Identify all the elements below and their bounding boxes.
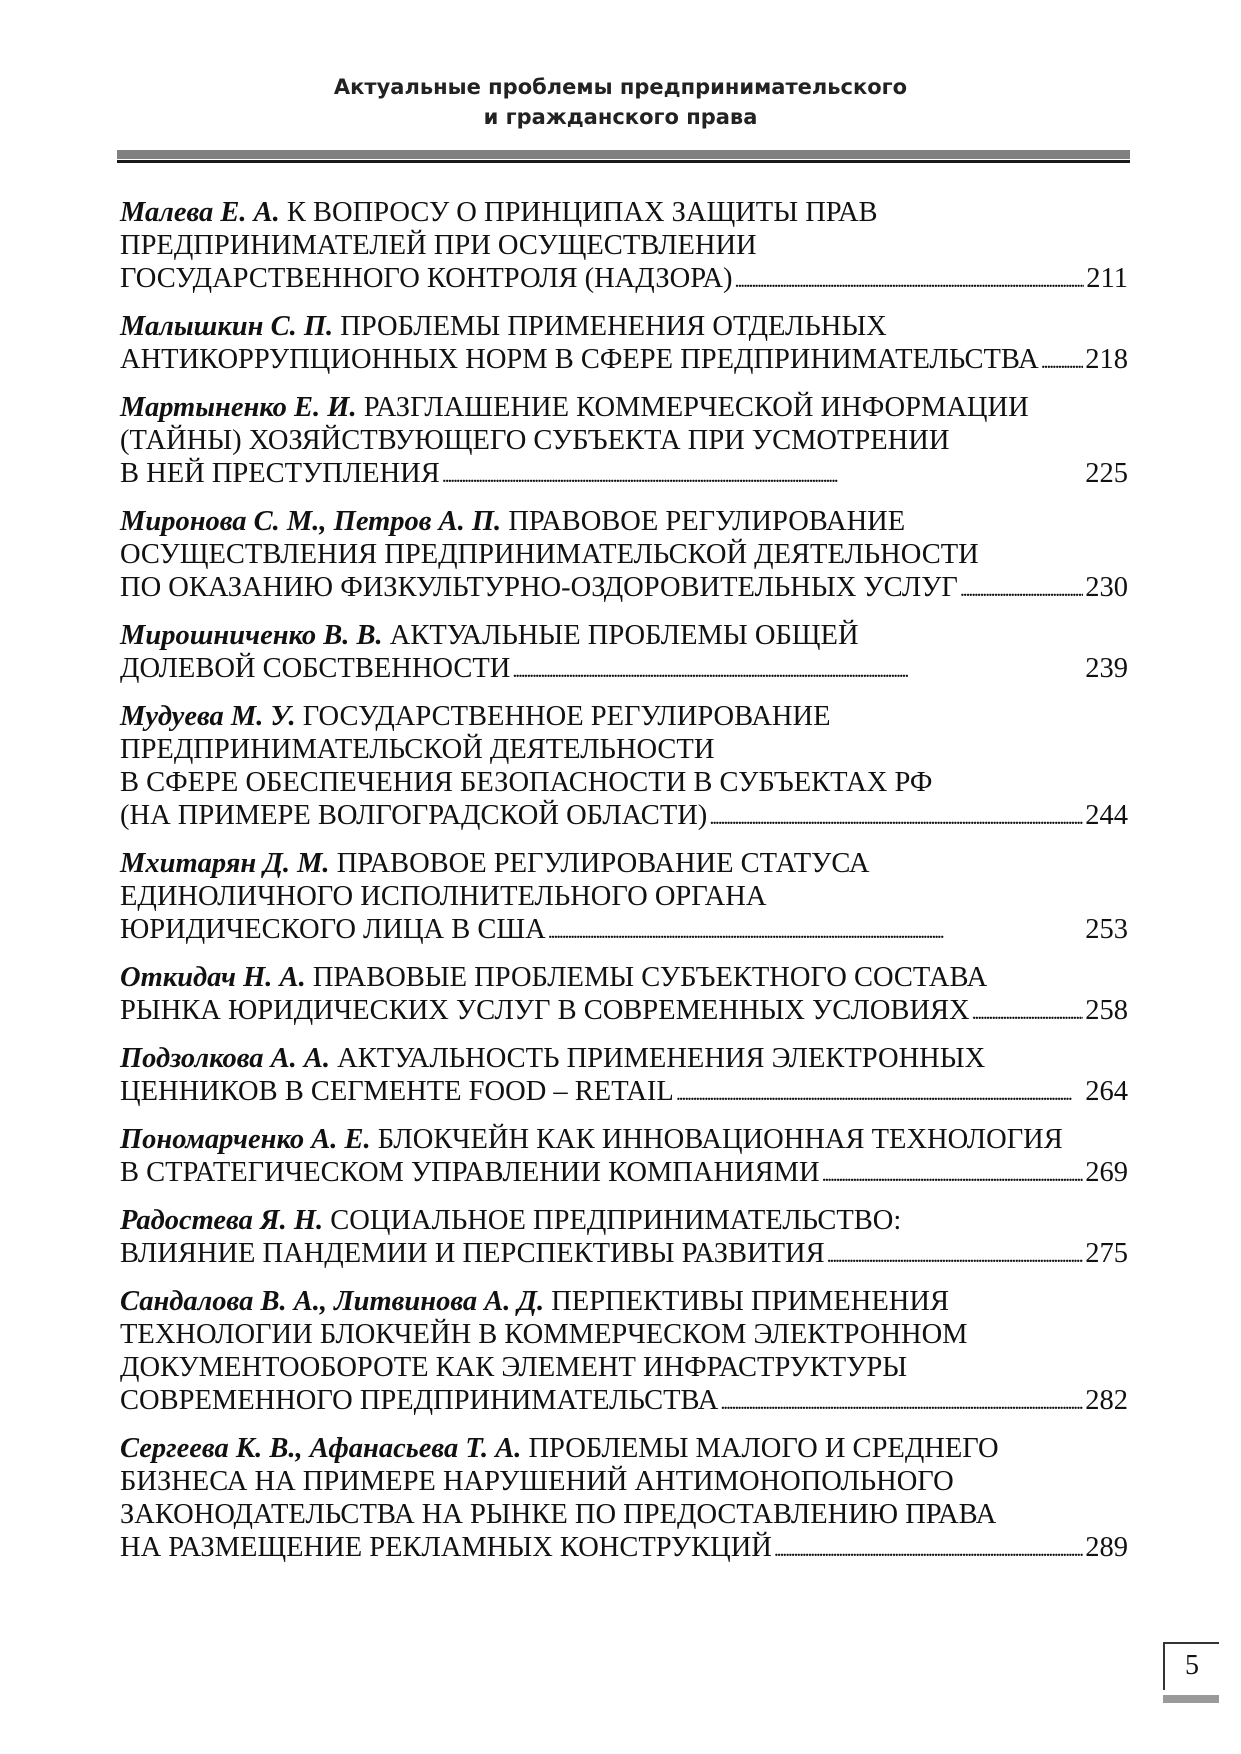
toc-entry-title-text: К ВОПРОСУ О ПРИНЦИПАХ ЗАЩИТЫ ПРАВ [286, 197, 878, 228]
toc-entry [120, 196, 1128, 298]
toc-entry-author: Мудуева М. У. [120, 701, 296, 732]
running-header [0, 72, 1241, 132]
toc-entry-title-text: РЫНКА ЮРИДИЧЕСКИХ УСЛУГ В СОВРЕМЕННЫХ УСЛОВИЯХ [120, 995, 970, 1026]
dot-leader [720, 1384, 1083, 1420]
toc-entry-line [120, 391, 1128, 424]
header-rule-thick [117, 150, 1130, 159]
toc-entry-last-line [120, 1531, 1128, 1567]
toc-entry [120, 1204, 1128, 1273]
toc-entry-page-number: 289 [1085, 1532, 1128, 1563]
toc-entry-line [120, 961, 1128, 994]
toc-entry-title-text: ГОСУДАРСТВЕННОЕ РЕГУЛИРОВАНИЕ [302, 701, 831, 732]
toc-entry-title-text: АНТИКОРРУПЦИОННЫХ НОРМ В СФЕРЕ ПРЕДПРИНИМАТЕЛЬСТВА [120, 344, 1039, 375]
toc-entry-last-line [120, 799, 1128, 835]
toc-entry-title-text: ЦЕННИКОВ В СЕГМЕНТЕ FOOD – RETAIL [120, 1076, 674, 1107]
toc-entry-page-number: 253 [1085, 914, 1128, 945]
toc-entry [120, 1432, 1128, 1567]
toc-entry-page-number: 269 [1085, 1157, 1128, 1188]
toc-entry-title-text: РАЗГЛАШЕНИЕ КОММЕРЧЕСКОЙ ИНФОРМАЦИИ [363, 392, 1029, 423]
toc-entry-title-text: ВЛИЯНИЕ ПАНДЕМИИ И ПЕРСПЕКТИВЫ РАЗВИТИЯ [120, 1238, 825, 1269]
toc-entry-author: Мхитарян Д. М. [120, 848, 330, 879]
toc-entry-title-text: В СТРАТЕГИЧЕСКОМ УПРАВЛЕНИИ КОМПАНИЯМИ [120, 1157, 820, 1188]
toc-entry-last-line [120, 1156, 1128, 1192]
toc-entry-title-text: ТЕХНОЛОГИИ БЛОКЧЕЙН В КОММЕРЧЕСКОМ ЭЛЕКТРОННОМ [120, 1319, 968, 1350]
toc-entry-line [120, 229, 1128, 262]
toc-entry [120, 1123, 1128, 1192]
page-number: 5 [1163, 1642, 1219, 1690]
toc-entry-last-line [120, 343, 1128, 379]
toc-entry-line [120, 619, 1128, 652]
dot-leader [822, 1156, 1084, 1192]
toc-entry-line [120, 1351, 1128, 1384]
toc-entry-line [120, 700, 1128, 733]
toc-entry-title-text: ПО ОКАЗАНИЮ ФИЗКУЛЬТУРНО-ОЗДОРОВИТЕЛЬНЫХ УСЛУГ [120, 572, 958, 603]
toc-entry-title-text: ПРАВОВОЕ РЕГУЛИРОВАНИЕ СТАТУСА [336, 848, 870, 879]
toc-entry-author: Пономарченко А. Е. [120, 1124, 371, 1155]
toc-entry-title-text: В НЕЙ ПРЕСТУПЛЕНИЯ [120, 458, 440, 489]
dot-leader [512, 652, 1083, 688]
dot-leader [735, 262, 1085, 298]
toc-entry-author: Миронова С. М., Петров А. П. [120, 506, 502, 537]
toc-entry-title-text: ПРАВОВЫЕ ПРОБЛЕМЫ СУБЪЕКТНОГО СОСТАВА [312, 962, 988, 993]
toc-entry-author: Откидач Н. А. [120, 962, 306, 993]
toc-entry-author: Мирошниченко В. В. [120, 620, 383, 651]
toc-entry-title-text: СОВРЕМЕННОГО ПРЕДПРИНИМАТЕЛЬСТВА [120, 1385, 719, 1416]
toc-entry-last-line [120, 262, 1128, 298]
toc-entry-author: Радостева Я. Н. [120, 1205, 324, 1236]
toc-entry-title-text: БИЗНЕСА НА ПРИМЕРЕ НАРУШЕНИЙ АНТИМОНОПОЛЬНОГО [120, 1466, 954, 1497]
dot-leader [972, 994, 1084, 1030]
toc-entry-title-text: ПРАВОВОЕ РЕГУЛИРОВАНИЕ [508, 506, 906, 537]
toc-entry-page-number: 230 [1085, 572, 1128, 603]
running-header-line-2: и гражданского права [483, 105, 758, 129]
toc-entry-title-text: (НА ПРИМЕРЕ ВОЛГОГРАДСКОЙ ОБЛАСТИ) [120, 800, 708, 831]
toc-entry-author: Мартыненко Е. И. [120, 392, 357, 423]
toc-entry-title-text: ПРОБЛЕМЫ МАЛОГО И СРЕДНЕГО [528, 1433, 999, 1464]
toc-entry [120, 847, 1128, 949]
toc-entry-title-text: БЛОКЧЕЙН КАК ИННОВАЦИОННАЯ ТЕХНОЛОГИЯ [377, 1124, 1063, 1155]
toc-entry-page-number: 218 [1085, 344, 1128, 375]
toc-entry-last-line [120, 994, 1128, 1030]
dot-leader [548, 913, 1084, 949]
toc-entry-title-text: ОСУЩЕСТВЛЕНИЯ ПРЕДПРИНИМАТЕЛЬСКОЙ ДЕЯТЕЛЬНОСТИ [120, 539, 979, 570]
running-header-line-1: Актуальные проблемы предпринимательского [333, 75, 908, 99]
dot-leader [960, 571, 1083, 607]
toc-entry-last-line [120, 1384, 1128, 1420]
dot-leader [1041, 343, 1084, 379]
toc-entry-line [120, 1432, 1128, 1465]
toc-entry-title-text: (ТАЙНЫ) ХОЗЯЙСТВУЮЩЕГО СУБЪЕКТА ПРИ УСМОТРЕНИИ [120, 425, 950, 456]
toc-entry [120, 310, 1128, 379]
toc-entry-line [120, 1204, 1128, 1237]
toc-entry [120, 700, 1128, 835]
toc-entry-line [120, 880, 1128, 913]
toc-entry [120, 1042, 1128, 1111]
toc-entry-page-number: 225 [1085, 458, 1128, 489]
toc-entry [120, 391, 1128, 493]
toc-entry [120, 505, 1128, 607]
header-rule [117, 150, 1130, 164]
dot-leader [827, 1237, 1084, 1273]
header-rule-thin [117, 160, 1130, 163]
toc-entry-title-text: ДОКУМЕНТООБОРОТЕ КАК ЭЛЕМЕНТ ИНФРАСТРУКТУРЫ [120, 1352, 908, 1383]
toc-entry-author: Сергеева К. В., Афанасьева Т. А. [120, 1433, 522, 1464]
toc-entry-title-text: НА РАЗМЕЩЕНИЕ РЕКЛАМНЫХ КОНСТРУКЦИЙ [120, 1532, 772, 1563]
dot-leader [709, 799, 1083, 835]
toc-entry-line [120, 1123, 1128, 1156]
toc-entry-title-text: СОЦИАЛЬНОЕ ПРЕДПРИНИМАТЕЛЬСТВО: [330, 1205, 902, 1236]
toc-entry-page-number: 275 [1085, 1238, 1128, 1269]
toc-entry-line [120, 733, 1128, 766]
toc-entry-line [120, 505, 1128, 538]
toc-entry-last-line [120, 571, 1128, 607]
dot-leader [676, 1075, 1083, 1111]
toc-entry-line [120, 1042, 1128, 1075]
toc-entry-author: Малышкин С. П. [120, 311, 334, 342]
toc-entry-title-text: ПЕРПЕКТИВЫ ПРИМЕНЕНИЯ [551, 1286, 949, 1317]
toc-entry-author: Сандалова В. А., Литвинова А. Д. [120, 1286, 545, 1317]
page-number-bar [1163, 1695, 1219, 1703]
toc-entry-last-line [120, 652, 1128, 688]
toc-entry-line [120, 1498, 1128, 1531]
toc-entry-author: Малева Е. А. [120, 197, 280, 228]
dot-leader [774, 1531, 1083, 1567]
toc-entry-line [120, 310, 1128, 343]
toc-entry-page-number: 211 [1086, 263, 1128, 294]
toc-entry-page-number: 244 [1085, 800, 1128, 831]
toc-entry-title-text: АКТУАЛЬНЫЕ ПРОБЛЕМЫ ОБЩЕЙ [389, 620, 859, 651]
toc-entry-last-line [120, 913, 1128, 949]
toc-entry-title-text: ПРОБЛЕМЫ ПРИМЕНЕНИЯ ОТДЕЛЬНЫХ [340, 311, 887, 342]
toc-entry-title-text: ЗАКОНОДАТЕЛЬСТВА НА РЫНКЕ ПО ПРЕДОСТАВЛЕНИЮ ПРАВА [120, 1499, 997, 1530]
toc-entry-page-number: 239 [1085, 653, 1128, 684]
toc-entry-line [120, 1285, 1128, 1318]
toc-entry-page-number: 282 [1085, 1385, 1128, 1416]
toc-entry-title-text: АКТУАЛЬНОСТЬ ПРИМЕНЕНИЯ ЭЛЕКТРОННЫХ [337, 1043, 986, 1074]
toc-entry-line [120, 847, 1128, 880]
toc-entry-last-line [120, 1237, 1128, 1273]
toc-entry-line [120, 1318, 1128, 1351]
toc-entry-line [120, 538, 1128, 571]
toc-entry [120, 1285, 1128, 1420]
toc-entry-line [120, 424, 1128, 457]
toc-entry-author: Подзолкова А. А. [120, 1043, 331, 1074]
toc-entry-title-text: В СФЕРЕ ОБЕСПЕЧЕНИЯ БЕЗОПАСНОСТИ В СУБЪЕКТАХ РФ [120, 767, 933, 798]
toc-entry [120, 619, 1128, 688]
toc-entry-line [120, 1465, 1128, 1498]
toc-entry-page-number: 258 [1085, 995, 1128, 1026]
toc-entry-title-text: ПРЕДПРИНИМАТЕЛЕЙ ПРИ ОСУЩЕСТВЛЕНИИ [120, 230, 757, 261]
toc-entry-title-text: ПРЕДПРИНИМАТЕЛЬСКОЙ ДЕЯТЕЛЬНОСТИ [120, 734, 715, 765]
toc-entry-title-text: ДОЛЕВОЙ СОБСТВЕННОСТИ [120, 653, 511, 684]
toc-entry-last-line [120, 1075, 1128, 1111]
toc-entry-title-text: ГОСУДАРСТВЕННОГО КОНТРОЛЯ (НАДЗОРА) [120, 263, 733, 294]
toc-entry-line [120, 196, 1128, 229]
toc-entry [120, 961, 1128, 1030]
toc-entry-title-text: ЮРИДИЧЕСКОГО ЛИЦА В США [120, 914, 546, 945]
toc-entry-line [120, 766, 1128, 799]
toc-entry-page-number: 264 [1085, 1076, 1128, 1107]
toc-entry-title-text: ЕДИНОЛИЧНОГО ИСПОЛНИТЕЛЬНОГО ОРГАНА [120, 881, 767, 912]
dot-leader [442, 457, 1083, 493]
toc-entry-last-line [120, 457, 1128, 493]
table-of-contents [120, 196, 1128, 1579]
